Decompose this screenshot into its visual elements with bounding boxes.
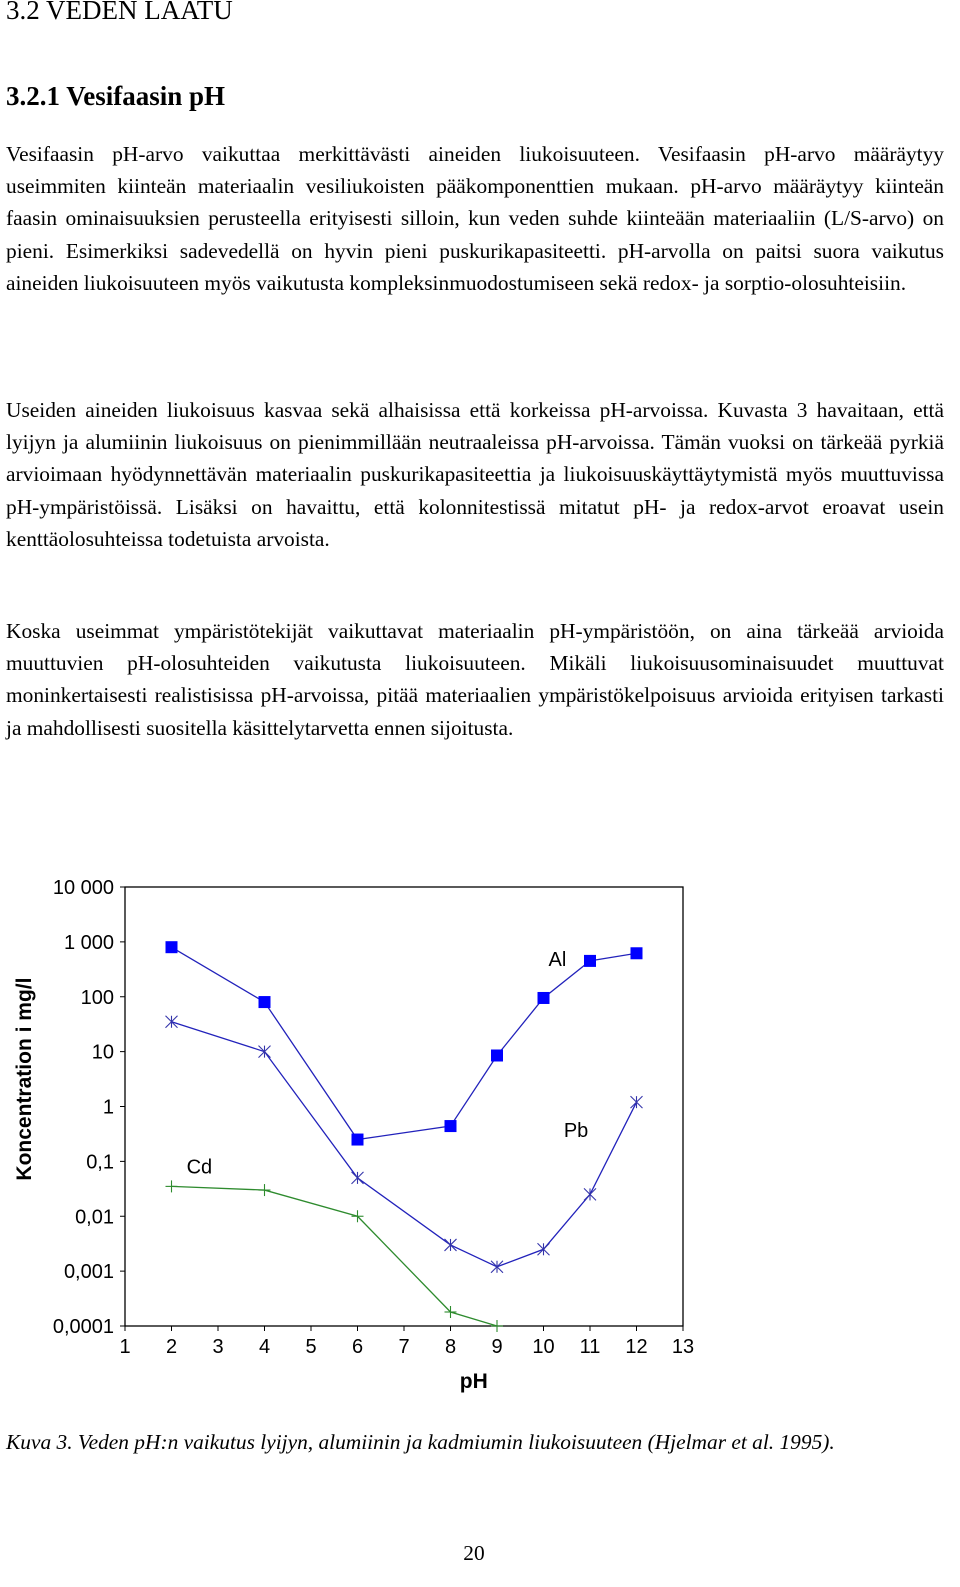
data-point-pb [445, 1239, 457, 1251]
y-axis-label: Koncentration i mg/l [13, 977, 36, 1181]
series-line-al [172, 947, 637, 1139]
y-tick-label: 0,001 [63, 1261, 114, 1284]
y-tick-label: 10 000 [52, 877, 114, 899]
x-tick-label: 2 [165, 1336, 178, 1358]
data-point-pb [491, 1261, 503, 1273]
data-point-pb [584, 1188, 596, 1200]
y-tick-label: 0,01 [75, 1206, 114, 1229]
x-tick-label: 7 [398, 1336, 410, 1358]
x-axis-label: pH [459, 1370, 488, 1393]
x-tick-label: 6 [351, 1336, 364, 1358]
page-number: 20 [463, 1541, 485, 1565]
paragraph-2: Useiden aineiden liukoisuus kasvaa sekä alhaisissa että korkeissa pH-arvoissa. Kuvasta 3 havaitaan, että lyijyn ja alumiinin liukoisuus on pienimmillään neutraaleissa pH-arvoissa. Tämän vuoksi on tärkeää pyrkiä arvioimaan hyödynnettävän materiaalin puskurikapasiteettia ja liukoisuuskäyttäytymistä myös muuttuvissa pH-ympäristöissä. Lisäksi on havaittu, että kolonnitestissä mitatut pH- ja redox-arvot eroavat usein kenttäolosuhteissa todetuista arvoista. [6, 398, 944, 551]
data-point-pb [631, 1096, 643, 1108]
series-line-cd [172, 1186, 498, 1326]
data-point-cd [491, 1320, 503, 1332]
x-tick-label: 3 [212, 1336, 224, 1358]
x-tick-label: 4 [258, 1336, 271, 1358]
x-tick-label: 10 [532, 1336, 555, 1358]
series-label-pb: Pb [563, 1119, 589, 1142]
y-tick-label: 1 000 [63, 931, 114, 954]
data-point-al [259, 996, 271, 1008]
x-tick-label: 1 [119, 1336, 131, 1358]
data-point-al [352, 1134, 364, 1146]
y-tick-label: 100 [80, 986, 114, 1009]
figure-caption: Kuva 3. Veden pH:n vaikutus lyijyn, alumiinin ja kadmiumin liukoisuuteen (Hjelmar et al. 1995). [6, 1430, 835, 1454]
data-point-al [491, 1049, 503, 1061]
y-tick-label: 10 [91, 1041, 114, 1064]
data-point-al [631, 947, 643, 959]
data-point-al [538, 992, 550, 1004]
x-tick-label: 9 [491, 1336, 503, 1358]
data-point-al [166, 941, 178, 953]
x-tick-label: 11 [579, 1336, 601, 1358]
paragraph-3: Koska useimmat ympäristötekijät vaikuttavat materiaalin pH-ympäristöön, on aina tärkeää arvioida muuttuvien pH-olosuhteiden vaikutusta liukoisuuteen. Mikäli liukoisuusominaisuudet muuttuvat moninkertaisesti realistisissa pH-arvoissa, pitää materiaalien ympäristökelpoisuus arvioida erityisen tarkasti ja mahdollisesti suositella käsittelytarvetta ennen sijoitusta. [6, 619, 944, 740]
data-point-al [584, 955, 596, 967]
series-line-pb [172, 1022, 637, 1267]
solubility-chart [0, 860, 960, 1420]
x-tick-label: 12 [625, 1336, 648, 1358]
data-point-al [445, 1120, 457, 1132]
plot-area-frame [125, 887, 683, 1326]
x-tick-label: 8 [444, 1336, 457, 1358]
data-point-cd [166, 1180, 178, 1192]
data-point-pb [259, 1046, 271, 1058]
series-label-cd: Cd [186, 1156, 213, 1179]
y-tick-label: 0,0001 [52, 1316, 114, 1338]
x-tick-label: 5 [305, 1336, 317, 1358]
y-tick-label: 1 [102, 1096, 114, 1119]
section-heading: 3.2 VEDEN LAATU [6, 0, 233, 25]
data-point-pb [166, 1016, 178, 1028]
paragraph-1: Vesifaasin pH-arvo vaikuttaa merkittävästi aineiden liukoisuuteen. Vesifaasin pH-arvo määräytyy useimmiten kiinteän materiaalin vesiliukoisten pääkomponenttien mukaan. pH-arvo määräytyy kiinteän faasin ominaisuuksien perusteella erityisesti silloin, kun veden suhde kiinteään materiaaliin (L/S-arvo) on pieni. Esimerkiksi sadevedellä on hyvin pieni puskurikapasiteetti. pH-arvolla on paitsi suora vaikutus aineiden liukoisuuteen myös vaikutusta kompleksinmuodostumiseen sekä redox- ja sorptio-olosuhteisiin. [6, 142, 944, 295]
data-point-pb [538, 1243, 550, 1255]
data-point-pb [352, 1172, 364, 1184]
data-point-cd [259, 1184, 271, 1196]
x-tick-label: 13 [671, 1336, 695, 1358]
series-label-al: Al [548, 948, 567, 971]
subsection-heading: 3.2.1 Vesifaasin pH [6, 81, 226, 111]
y-tick-label: 0,1 [86, 1151, 114, 1174]
